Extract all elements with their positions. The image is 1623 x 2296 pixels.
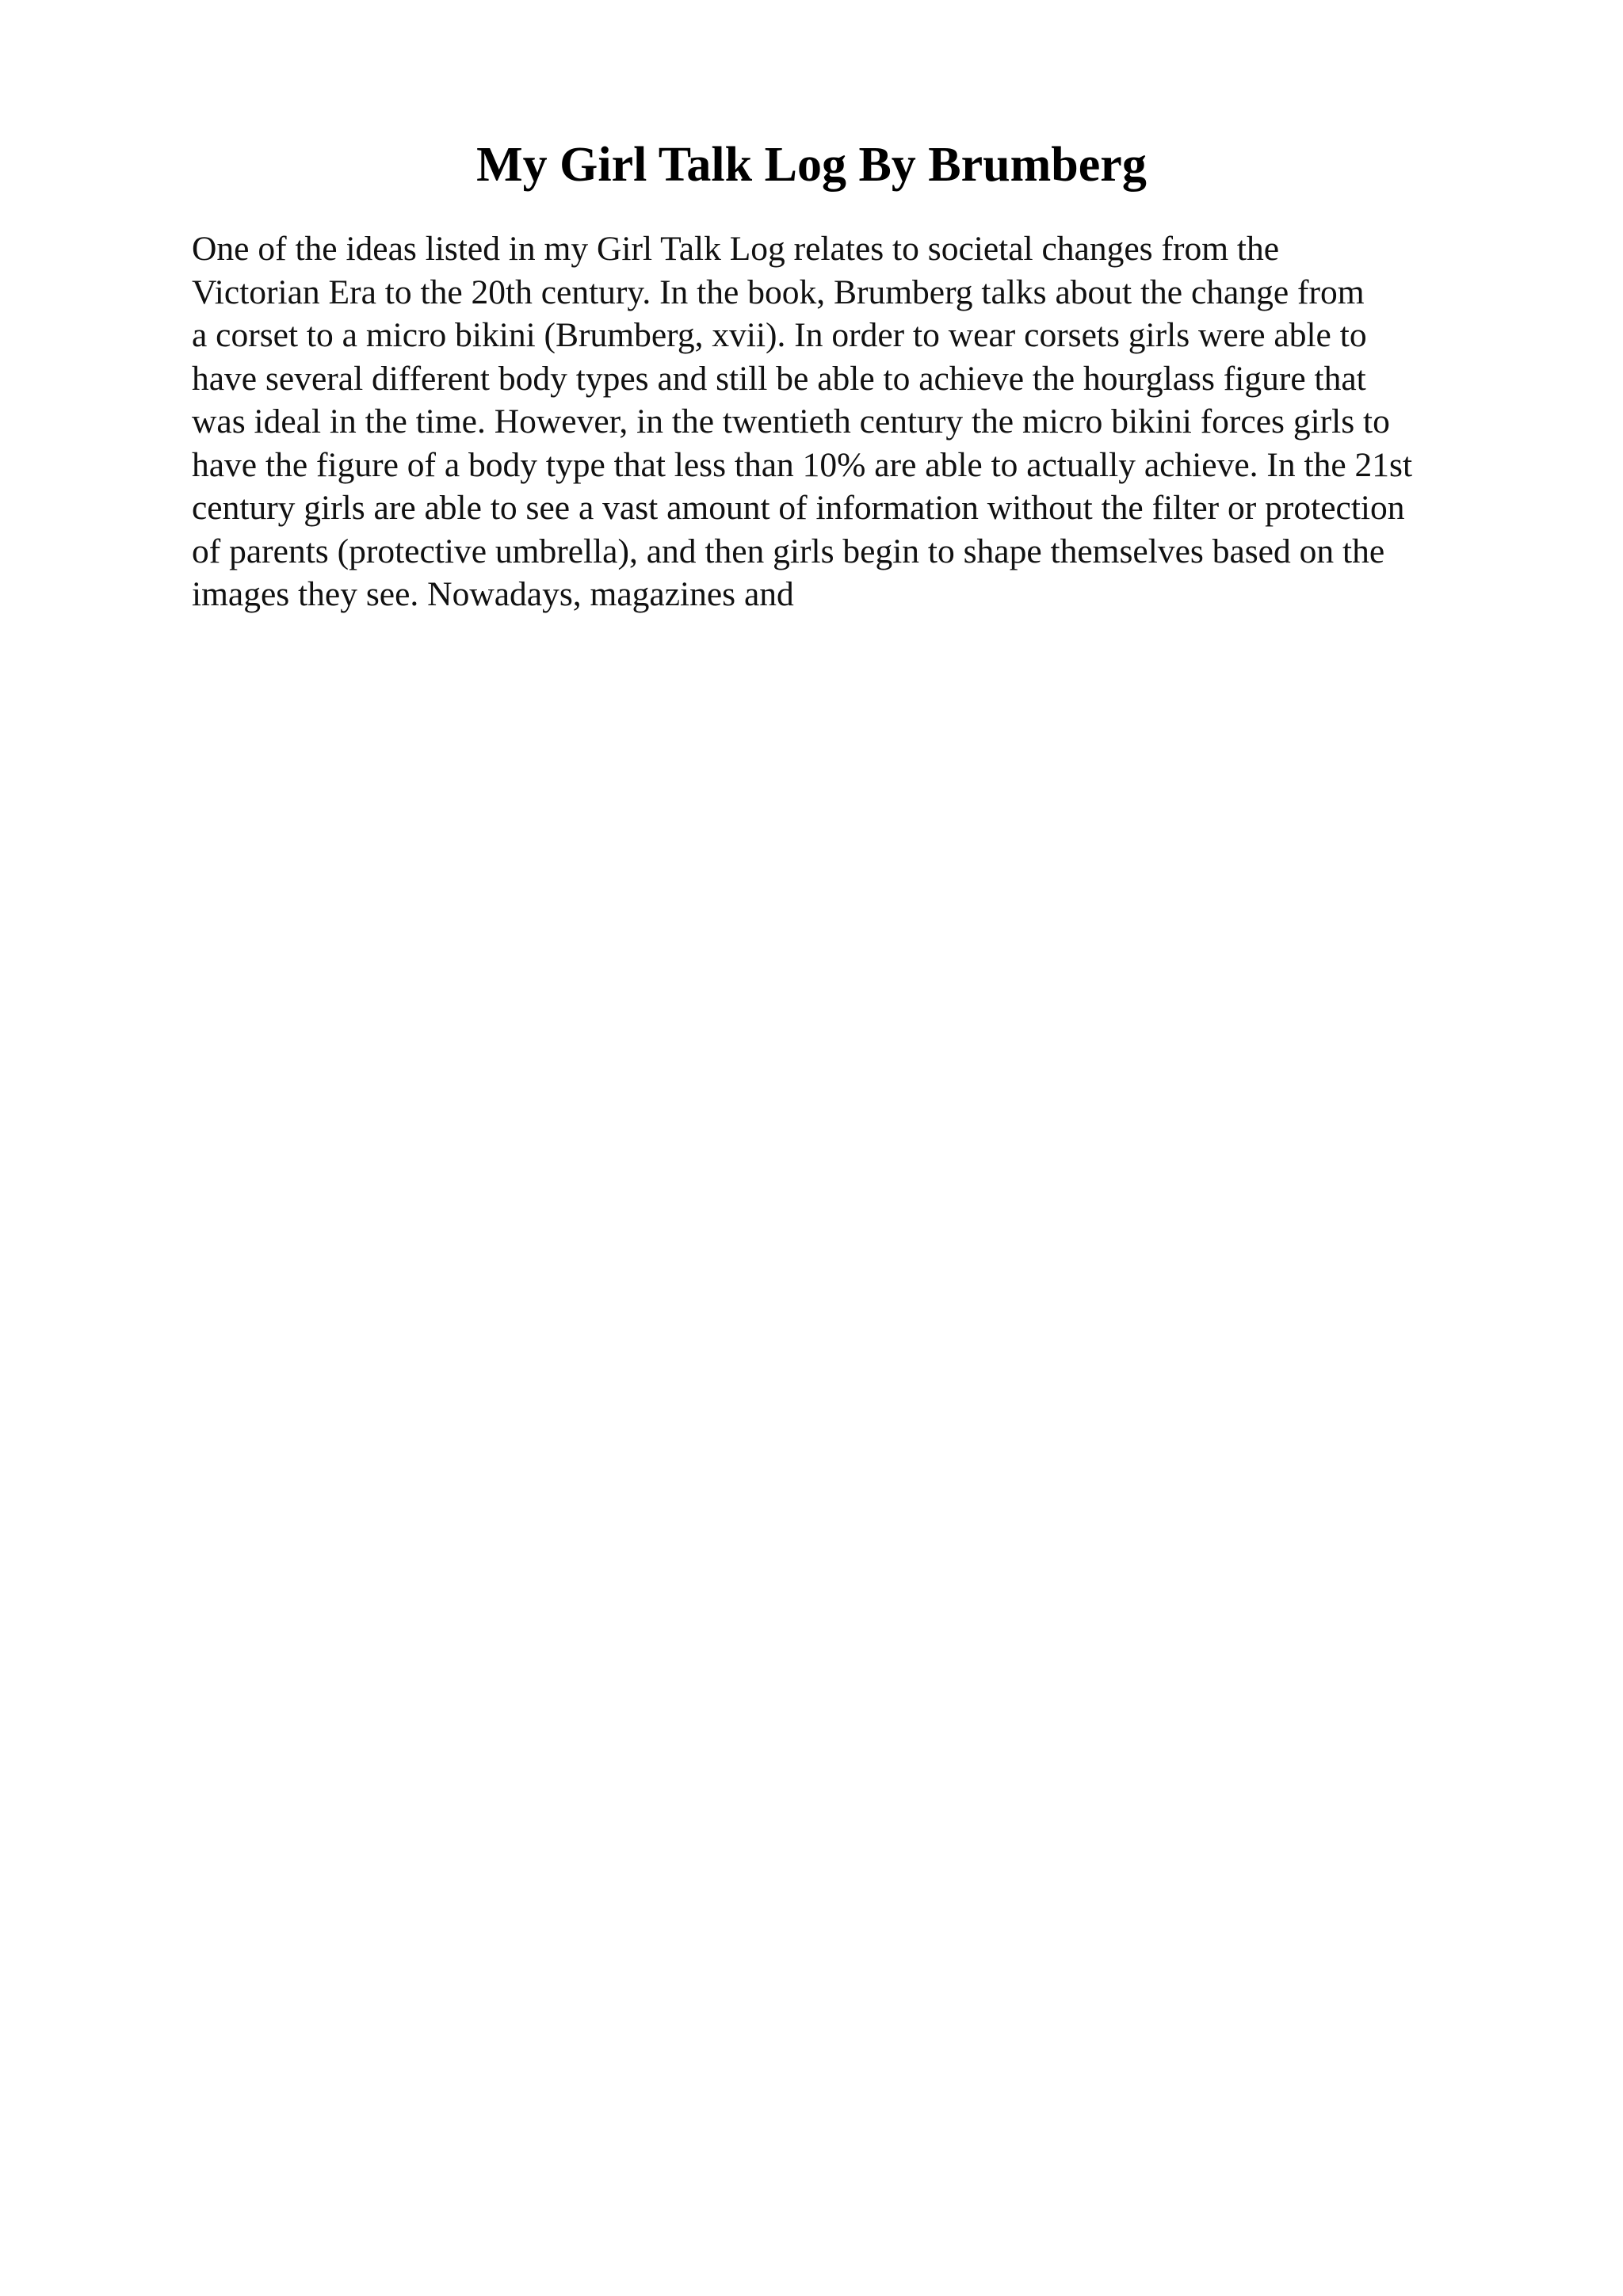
body-line: have the figure of a body type that less than 10% are able to actually achieve. In the 21st — [192, 445, 1413, 484]
document-body — [192, 227, 1539, 616]
body-line: images they see. Nowadays, magazines and — [192, 575, 794, 613]
body-line: have several different body types and still be able to achieve the hourglass figure that — [192, 359, 1366, 398]
body-line: One of the ideas listed in my Girl Talk Log relates to societal changes from the — [192, 230, 1280, 268]
body-line: was ideal in the time. However, in the twentieth century the micro bikini forces girls to — [192, 402, 1390, 441]
body-line: a corset to a micro bikini (Brumberg, xvii). In order to wear corsets girls were able to — [192, 316, 1367, 354]
body-line: of parents (protective umbrella), and then girls begin to shape themselves based on the — [192, 532, 1385, 570]
body-line: Victorian Era to the 20th century. In the book, Brumberg talks about the change from — [192, 273, 1365, 311]
body-line: century girls are able to see a vast amount of information without the filter or protection — [192, 489, 1405, 527]
document-title: My Girl Talk Log By Brumberg — [476, 138, 1147, 192]
